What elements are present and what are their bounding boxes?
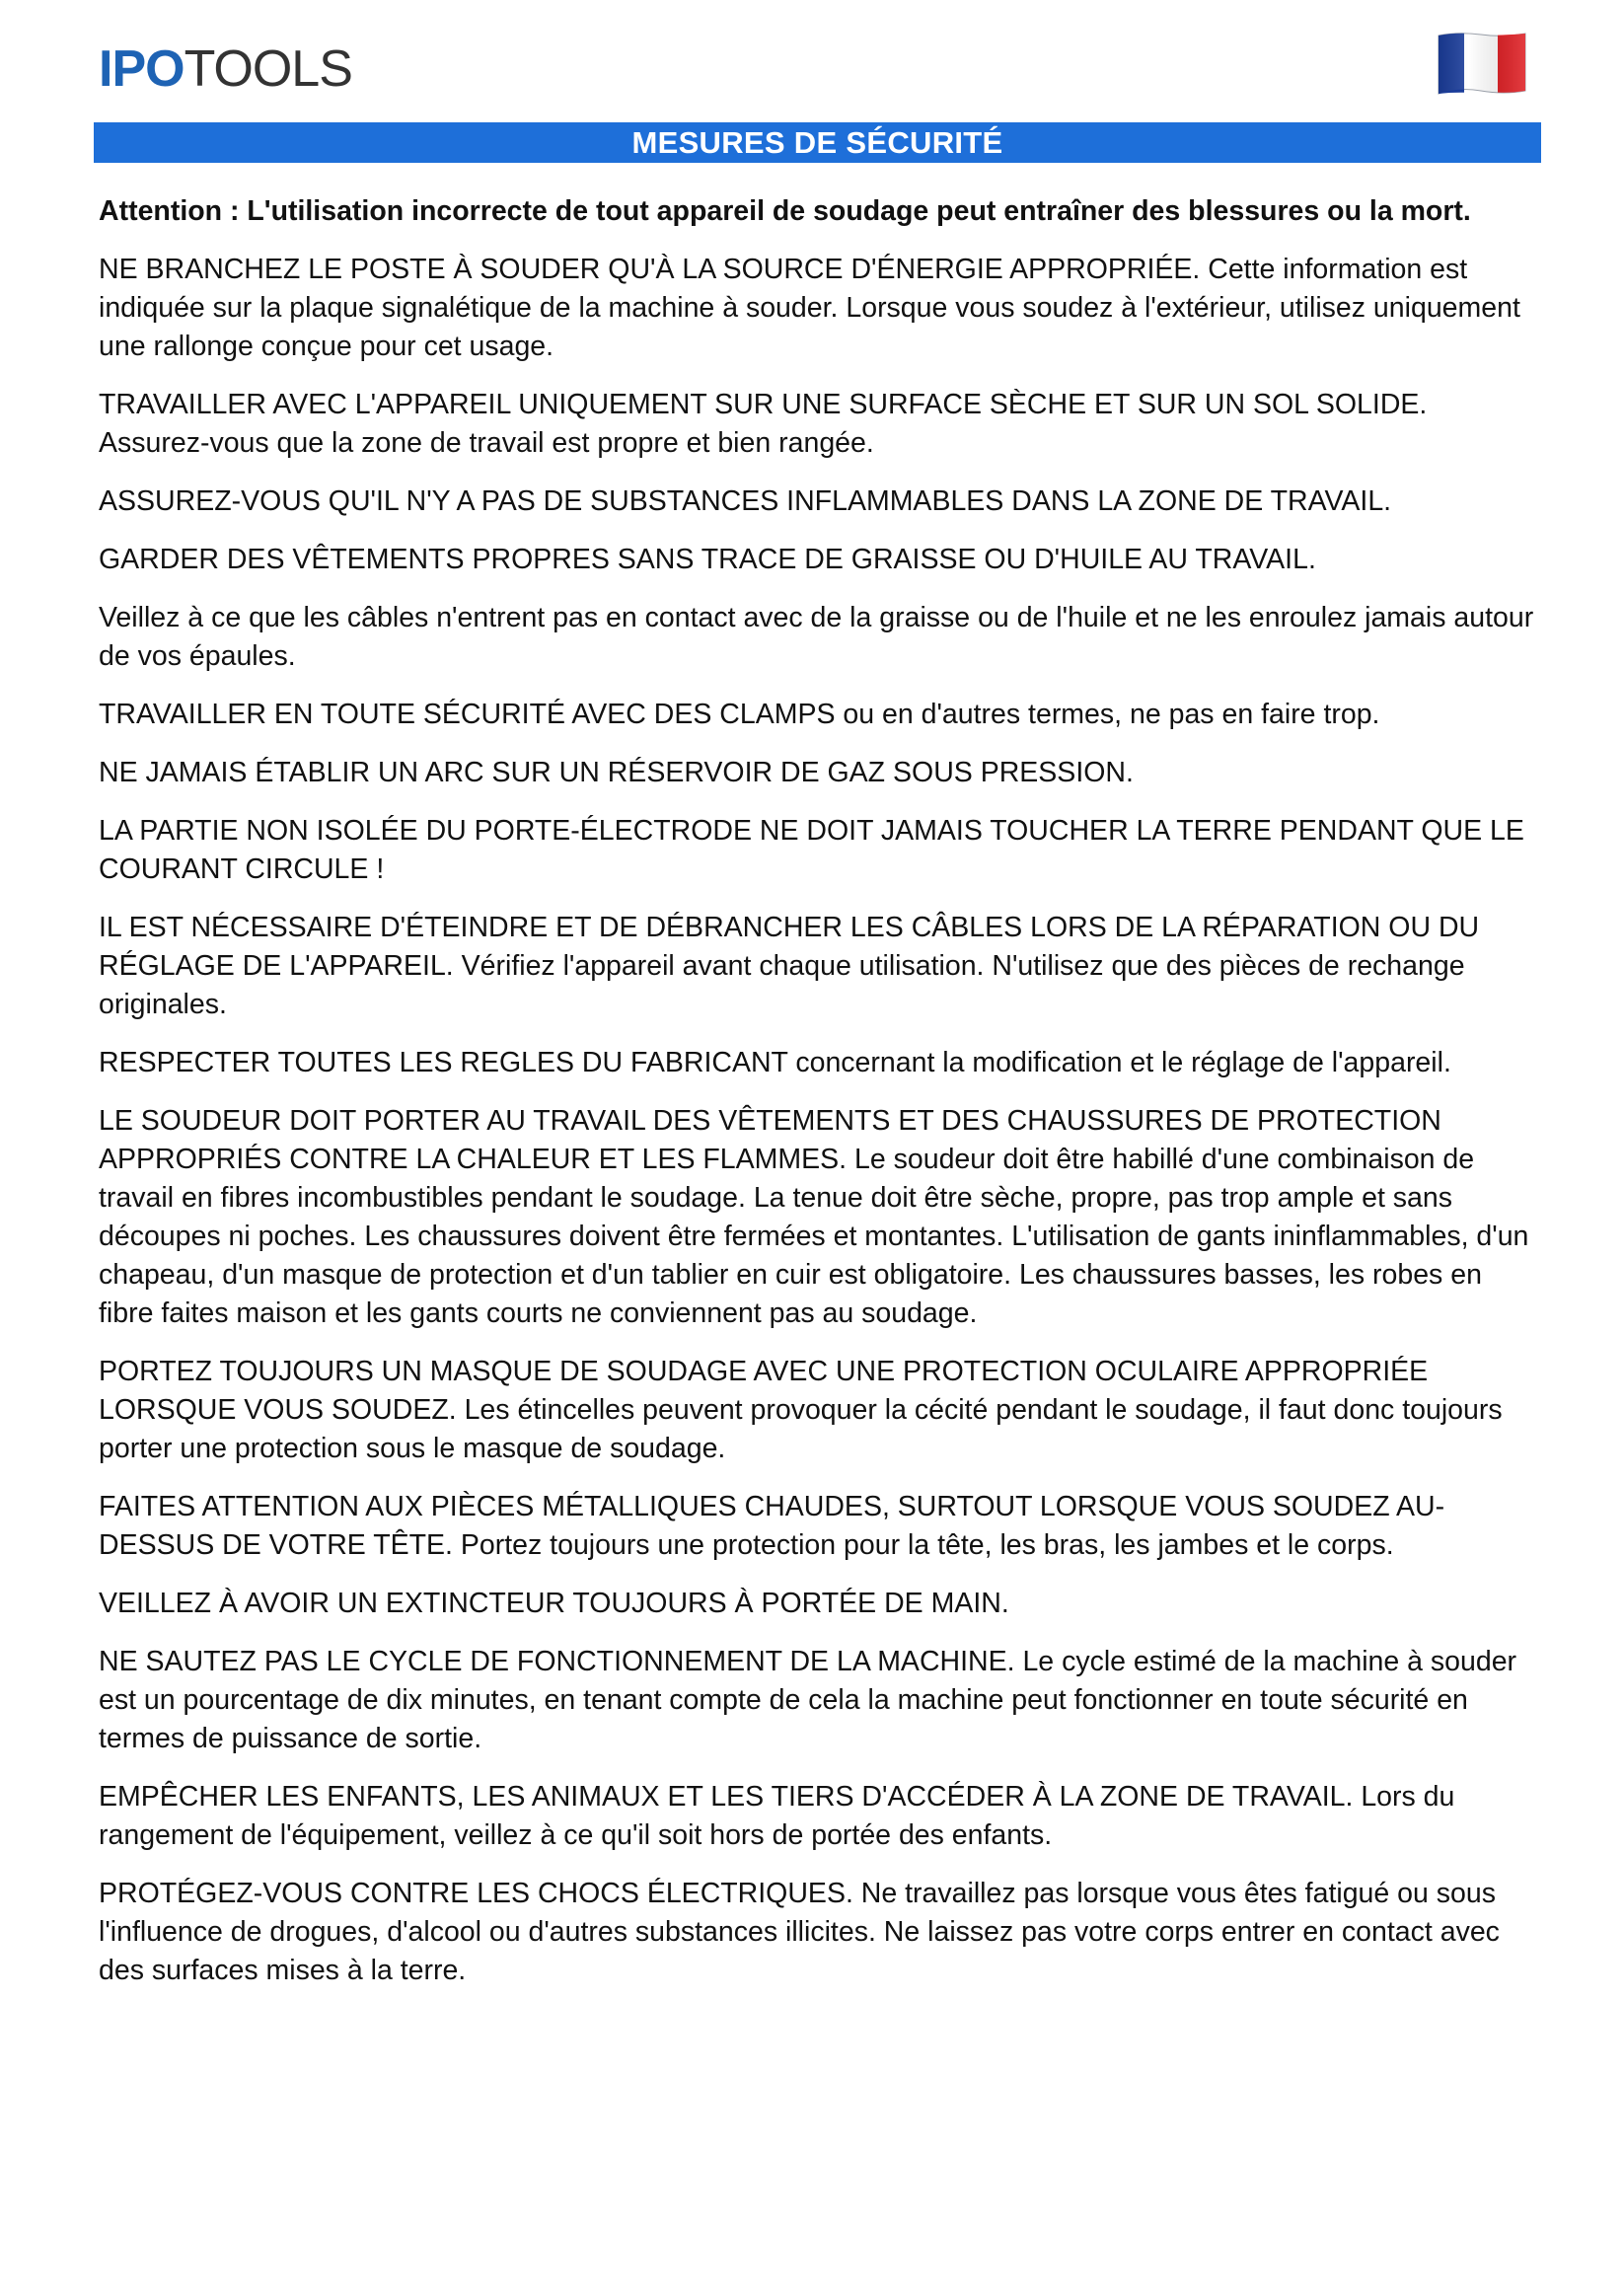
instruction-paragraph: PORTEZ TOUJOURS UN MASQUE DE SOUDAGE AVEC UNE PROTECTION OCULAIRE APPROPRIÉE LORSQUE VOUS SOUDEZ. Les étincelles peuvent provoquer la cécité pendant le soudage, il faut donc toujours porter une protection sous le masque de soudage.: [99, 1356, 1503, 1464]
instruction-paragraph: EMPÊCHER LES ENFANTS, LES ANIMAUX ET LES TIERS D'ACCÉDER À LA ZONE DE TRAVAIL. Lors du rangement de l'équipement, veillez à ce qu'il soit hors de portée des enfants.: [99, 1781, 1455, 1851]
instruction-paragraph: GARDER DES VÊTEMENTS PROPRES SANS TRACE DE GRAISSE OU D'HUILE AU TRAVAIL.: [99, 544, 1316, 575]
instruction-paragraph: Veillez à ce que les câbles n'entrent pas en contact avec de la graisse ou de l'huile et ne les enroulez jamais autour de vos épaules.: [99, 602, 1534, 672]
safety-instructions: [99, 192, 1539, 2010]
instruction-paragraph: RESPECTER TOUTES LES REGLES DU FABRICANT concernant la modification et le réglage de l'appareil.: [99, 1047, 1451, 1078]
instruction-paragraph: FAITES ATTENTION AUX PIÈCES MÉTALLIQUES CHAUDES, SURTOUT LORSQUE VOUS SOUDEZ AU-DESSUS DE VOTRE TÊTE. Portez toujours une protection pour la tête, les bras, les jambes et le corps.: [99, 1491, 1445, 1561]
instruction-paragraph: TRAVAILLER AVEC L'APPAREIL UNIQUEMENT SUR UNE SURFACE SÈCHE ET SUR UN SOL SOLIDE. Assurez-vous que la zone de travail est propre et bien rangée.: [99, 389, 1428, 459]
logo-tools-text: TOOLS: [184, 40, 352, 98]
instruction-paragraph: NE SAUTEZ PAS LE CYCLE DE FONCTIONNEMENT DE LA MACHINE. Le cycle estimé de la machine à souder est un pourcentage de dix minutes, en tenant compte de cela la machine peut fonctionner en toute sécurité en termes de puissance de sortie.: [99, 1646, 1517, 1754]
warning-paragraph: Attention : L'utilisation incorrecte de tout appareil de soudage peut entraîner des blessures ou la mort.: [99, 195, 1471, 227]
instruction-paragraph: LA PARTIE NON ISOLÉE DU PORTE-ÉLECTRODE NE DOIT JAMAIS TOUCHER LA TERRE PENDANT QUE LE COURANT CIRCULE !: [99, 815, 1524, 885]
instruction-paragraph: LE SOUDEUR DOIT PORTER AU TRAVAIL DES VÊTEMENTS ET DES CHAUSSURES DE PROTECTION APPROPRIÉS CONTRE LA CHALEUR ET LES FLAMMES. Le soudeur doit être habillé d'une combinaison de travail en fibres incombustibles pendant le soudage. La tenue doit être sèche, propre, pas trop ample et sans découpes ni poches. Les chaussures doivent être fermées et montantes. L'utilisation de gants ininflammables, d'un chapeau, d'un masque de protection et d'un tablier en cuir est obligatoire. Les chaussures basses, les robes en fibre faites maison et les gants courts ne conviennent pas au soudage.: [99, 1105, 1529, 1329]
instruction-paragraph: VEILLEZ À AVOIR UN EXTINCTEUR TOUJOURS À PORTÉE DE MAIN.: [99, 1588, 1009, 1619]
logo-ipo-text: IPO: [99, 40, 185, 98]
ipotools-logo: [99, 39, 352, 99]
instruction-paragraph: PROTÉGEZ-VOUS CONTRE LES CHOCS ÉLECTRIQUES. Ne travaillez pas lorsque vous êtes fatigué ou sous l'influence de drogues, d'alcool ou d'autres substances illicites. Ne laissez pas votre corps entrer en contact avec des surfaces mises à la terre.: [99, 1878, 1500, 1986]
instruction-paragraph: IL EST NÉCESSAIRE D'ÉTEINDRE ET DE DÉBRANCHER LES CÂBLES LORS DE LA RÉPARATION OU DU RÉGLAGE DE L'APPAREIL. Vérifiez l'appareil avant chaque utilisation. N'utilisez que des pièces de rechange originales.: [99, 912, 1480, 1020]
section-title-bar: [94, 122, 1541, 163]
france-flag-icon: [1433, 30, 1529, 101]
instruction-paragraph: TRAVAILLER EN TOUTE SÉCURITÉ AVEC DES CLAMPS ou en d'autres termes, ne pas en faire trop.: [99, 699, 1380, 730]
instruction-paragraph: ASSUREZ-VOUS QU'IL N'Y A PAS DE SUBSTANCES INFLAMMABLES DANS LA ZONE DE TRAVAIL.: [99, 485, 1392, 517]
instruction-paragraph: NE BRANCHEZ LE POSTE À SOUDER QU'À LA SOURCE D'ÉNERGIE APPROPRIÉE. Cette information est indiquée sur la plaque signalétique de la machine à souder. Lorsque vous soudez à l'extérieur, utilisez uniquement une rallonge conçue pour cet usage.: [99, 254, 1520, 362]
instruction-paragraph: NE JAMAIS ÉTABLIR UN ARC SUR UN RÉSERVOIR DE GAZ SOUS PRESSION.: [99, 757, 1134, 788]
section-title: MESURES DE SÉCURITÉ: [631, 124, 1003, 160]
